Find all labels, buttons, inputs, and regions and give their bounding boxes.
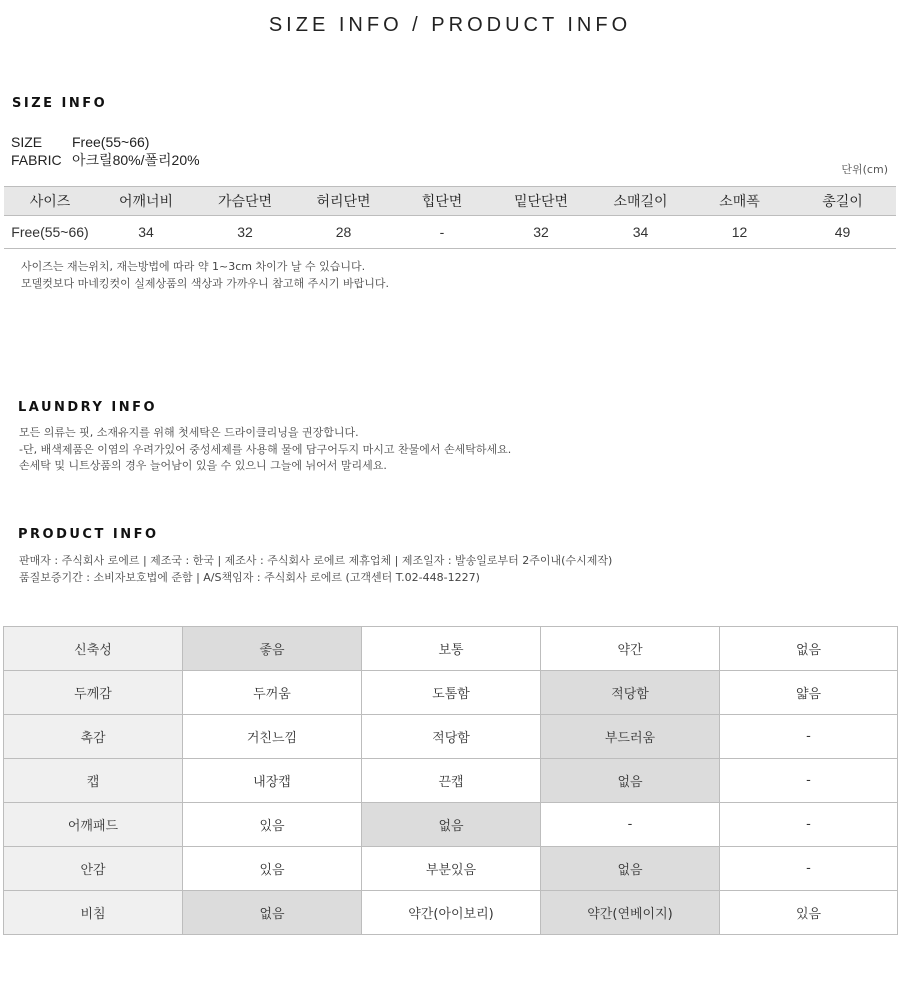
size-cell: 34 — [591, 216, 690, 249]
size-notes — [21, 259, 389, 292]
attribute-option: - — [720, 803, 898, 847]
attribute-option: 도톰함 — [362, 671, 541, 715]
attribute-label: 신축성 — [4, 627, 183, 671]
size-note-line: 사이즈는 재는위치, 재는방법에 따라 약 1~3cm 차이가 날 수 있습니다. — [21, 260, 366, 273]
attribute-row — [4, 627, 898, 671]
attribute-option: 보통 — [362, 627, 541, 671]
size-cell: Free(55~66) — [4, 216, 96, 249]
product-notes — [19, 553, 612, 586]
attribute-option: 내장캡 — [183, 759, 362, 803]
size-col-header: 사이즈 — [4, 187, 96, 216]
size-col-header: 소매폭 — [690, 187, 789, 216]
product-info-heading: PRODUCT INFO — [18, 527, 159, 542]
attribute-option: 두꺼움 — [183, 671, 362, 715]
attribute-option: 끈캡 — [362, 759, 541, 803]
size-row — [11, 134, 149, 150]
attribute-option: 적당함 — [541, 671, 720, 715]
attribute-label: 촉감 — [4, 715, 183, 759]
unit-label: 단위(cm) — [841, 163, 888, 176]
attribute-label: 캡 — [4, 759, 183, 803]
attribute-option: 있음 — [720, 891, 898, 935]
page-title: SIZE INFO / PRODUCT INFO — [268, 14, 632, 36]
size-cell: 32 — [491, 216, 591, 249]
attribute-option: - — [720, 715, 898, 759]
size-col-header: 총길이 — [789, 187, 896, 216]
attribute-row — [4, 759, 898, 803]
size-cell: 32 — [196, 216, 294, 249]
attribute-label: 비침 — [4, 891, 183, 935]
product-attribute-table — [3, 626, 898, 935]
size-cell: - — [393, 216, 491, 249]
attribute-option: - — [720, 847, 898, 891]
size-col-header: 허리단면 — [294, 187, 393, 216]
attribute-row — [4, 847, 898, 891]
size-cell: 49 — [789, 216, 896, 249]
attribute-option: 약간(연베이지) — [541, 891, 720, 935]
attribute-option: 적당함 — [362, 715, 541, 759]
attribute-row — [4, 671, 898, 715]
attribute-option: 부드러움 — [541, 715, 720, 759]
product-line: 판매자 : 주식회사 로에르 | 제조국 : 한국 | 제조사 : 주식회사 로에르 제휴업체 | 제조일자 : 발송일로부터 2주이내(수시제작) — [19, 554, 613, 567]
attribute-option: 좋음 — [183, 627, 362, 671]
attribute-option: - — [541, 803, 720, 847]
fabric-row — [11, 150, 200, 170]
size-table-header-row — [4, 187, 896, 216]
attribute-row — [4, 891, 898, 935]
laundry-line: -단, 배색제품은 이염의 우려가있어 중성세제를 사용해 물에 담구어두지 마시고 찬물에서 손세탁하세요. — [19, 442, 512, 456]
size-label: SIZE — [11, 134, 43, 150]
size-cell: 28 — [294, 216, 393, 249]
attribute-row — [4, 715, 898, 759]
attribute-label: 안감 — [4, 847, 183, 891]
attribute-option: 없음 — [541, 759, 720, 803]
attribute-option: 거친느낌 — [183, 715, 362, 759]
attribute-option: 없음 — [362, 803, 541, 847]
attribute-option: 없음 — [720, 627, 898, 671]
product-line: 품질보증기간 : 소비자보호법에 준함 | A/S책임자 : 주식회사 로에르 (고객센터 T.02-448-1227) — [19, 570, 480, 584]
size-col-header: 가슴단면 — [196, 187, 294, 216]
laundry-line: 모든 의류는 핏, 소재유지를 위해 첫세탁은 드라이클리닝을 권장합니다. — [19, 426, 359, 439]
size-info-heading: SIZE INFO — [12, 96, 108, 111]
attribute-option: - — [720, 759, 898, 803]
laundry-notes — [19, 425, 511, 475]
size-col-header: 힙단면 — [393, 187, 491, 216]
size-col-header: 밑단단면 — [491, 187, 591, 216]
attribute-option: 약간 — [541, 627, 720, 671]
size-note-line: 모델컷보다 마네킹컷이 실제상품의 색상과 가까우니 참고해 주시기 바랍니다. — [21, 276, 390, 290]
attribute-option: 없음 — [183, 891, 362, 935]
size-col-header: 어깨너비 — [96, 187, 196, 216]
attribute-option: 있음 — [183, 803, 362, 847]
laundry-line: 손세탁 및 니트상품의 경우 늘어남이 있을 수 있으니 그늘에 뉘어서 말리세요. — [19, 459, 387, 472]
attribute-option: 얇음 — [720, 671, 898, 715]
attribute-label: 두께감 — [4, 671, 183, 715]
attribute-option: 부분있음 — [362, 847, 541, 891]
size-cell: 34 — [96, 216, 196, 249]
size-col-header: 소매길이 — [591, 187, 690, 216]
fabric-label: FABRIC — [11, 152, 62, 168]
laundry-info-heading: LAUNDRY INFO — [18, 400, 158, 415]
size-table — [4, 186, 896, 249]
attribute-label: 어깨패드 — [4, 803, 183, 847]
attribute-option: 없음 — [541, 847, 720, 891]
size-cell: 12 — [690, 216, 789, 249]
attribute-row — [4, 803, 898, 847]
size-value: Free(55~66) — [72, 134, 150, 150]
attribute-option: 있음 — [183, 847, 362, 891]
fabric-value: 아크릴80%/폴리20% — [72, 152, 200, 168]
table-row — [4, 216, 896, 249]
attribute-option: 약간(아이보리) — [362, 891, 541, 935]
